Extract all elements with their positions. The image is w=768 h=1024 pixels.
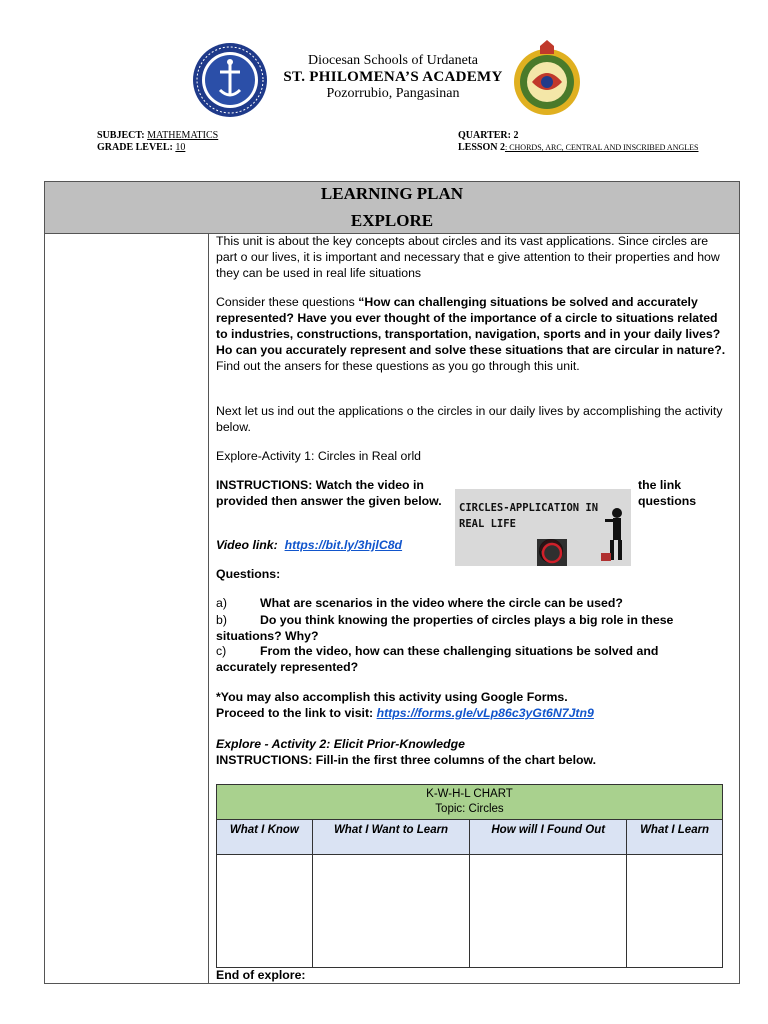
kwhl-cell-how[interactable]	[470, 855, 627, 968]
diocese-name: Diocesan Schools of Urdaneta	[308, 53, 478, 68]
video-thumbnail-caption: CIRCLES-APPLICATION IN REAL LIFE	[459, 502, 599, 530]
consider-paragraph	[216, 294, 730, 374]
google-forms-note	[216, 689, 726, 721]
quarter-lesson-block	[458, 130, 698, 154]
academy-seal-logo	[510, 40, 584, 120]
kwhl-cell-learn[interactable]	[627, 855, 723, 968]
subject-label: SUBJECT:	[97, 130, 145, 141]
lesson-label: LESSON 2	[458, 142, 505, 153]
kwhl-cell-want[interactable]	[312, 855, 470, 968]
quarter-label: QUARTER:	[458, 130, 511, 141]
video-link[interactable]: https://bit.ly/3hjlC8d	[284, 538, 403, 552]
video-thumbnail[interactable]	[455, 489, 631, 566]
forms-line1: *You may also accomplish this activity using Google Forms.	[216, 690, 568, 704]
question-a	[216, 595, 716, 611]
question-mark: a)	[216, 596, 227, 610]
plan-title: LEARNING PLAN	[320, 184, 464, 203]
activity1-instructions-cont: the link questions	[638, 478, 697, 508]
school-location: Pozorrubio, Pangasinan	[326, 86, 460, 101]
question-mark: b)	[216, 613, 227, 627]
column-divider	[208, 234, 209, 984]
consider-questions: “How can challenging situations be solved and accurately represented? Have you ever thought of the importance of a circle to situations related to industries, constructions, transportation, navigation, sports and in your daily lives? Ho can you accurately represent and solve these situations that are circular in nature?.	[216, 295, 726, 357]
question-text: What are scenarios in the video where the circle can be used?	[260, 596, 623, 610]
next-paragraph: Next let us ind out the applications o the circles in our daily lives by accomplishing the activity below.	[216, 404, 723, 434]
video-link-label: Video link:	[216, 538, 278, 552]
diocesan-seal-logo	[192, 42, 268, 118]
consider-prefix: Consider these questions	[216, 295, 359, 309]
subject-value: MATHEMATICS	[147, 130, 219, 141]
grade-value: 10	[175, 142, 186, 153]
video-link-row	[216, 538, 402, 552]
activity2-instructions: INSTRUCTIONS: Fill-in the first three columns of the chart below.	[216, 753, 597, 767]
subject-grade-block	[97, 130, 218, 154]
question-b	[216, 612, 716, 644]
activity1-instructions: INSTRUCTIONS: Watch the video in provided then answer the given below.	[216, 478, 442, 508]
kwhl-col-how: How will I Found Out	[470, 820, 627, 855]
school-name: ST. PHILOMENA’S ACADEMY	[283, 69, 503, 85]
grade-label: GRADE LEVEL:	[97, 142, 173, 153]
kwhl-col-want: What I Want to Learn	[312, 820, 470, 855]
intro-paragraph: This unit is about the key concepts about circles and its vast applications. Since circles are part o our lives, it is important and necessary that e give attention to their properties and how they can be used in real life situations	[216, 234, 720, 280]
quarter-value: 2	[513, 130, 519, 141]
forms-line2: Proceed to the link to visit:	[216, 706, 377, 720]
kwhl-col-know: What I Know	[217, 820, 313, 855]
plan-subtitle: EXPLORE	[350, 211, 434, 230]
lesson-value: : CHORDS, ARC, CENTRAL AND INSCRIBED ANGLES	[504, 143, 699, 152]
activity2-block	[216, 736, 726, 768]
title-band	[45, 182, 739, 234]
kwhl-title: K-W-H-L CHART	[426, 788, 513, 800]
kwhl-chart	[216, 784, 723, 968]
activity2-title: Explore - Activity 2: Elicit Prior-Knowledge	[216, 737, 465, 751]
question-mark: c)	[216, 644, 227, 658]
forms-link[interactable]: https://forms.gle/vLp86c3yGt6N7Jtn9	[376, 706, 594, 720]
activity1-title: Explore-Activity 1: Circles in Real orld	[216, 449, 422, 463]
questions-heading: Questions:	[216, 567, 281, 581]
question-text: From the video, how can these challenging situations be solved and accurately represented?	[216, 644, 659, 674]
kwhl-topic: Topic: Circles	[435, 803, 504, 815]
question-text: Do you think knowing the properties of circles plays a big role in these situations? Why?	[216, 613, 674, 643]
kwhl-cell-know[interactable]	[217, 855, 313, 968]
kwhl-header	[217, 785, 723, 820]
kwhl-col-learn: What I Learn	[627, 820, 723, 855]
school-header	[280, 53, 506, 102]
question-c	[216, 643, 716, 675]
consider-suffix: Find out the ansers for these questions as you go through this unit.	[216, 359, 580, 373]
end-of-explore: End of explore:	[216, 968, 306, 982]
